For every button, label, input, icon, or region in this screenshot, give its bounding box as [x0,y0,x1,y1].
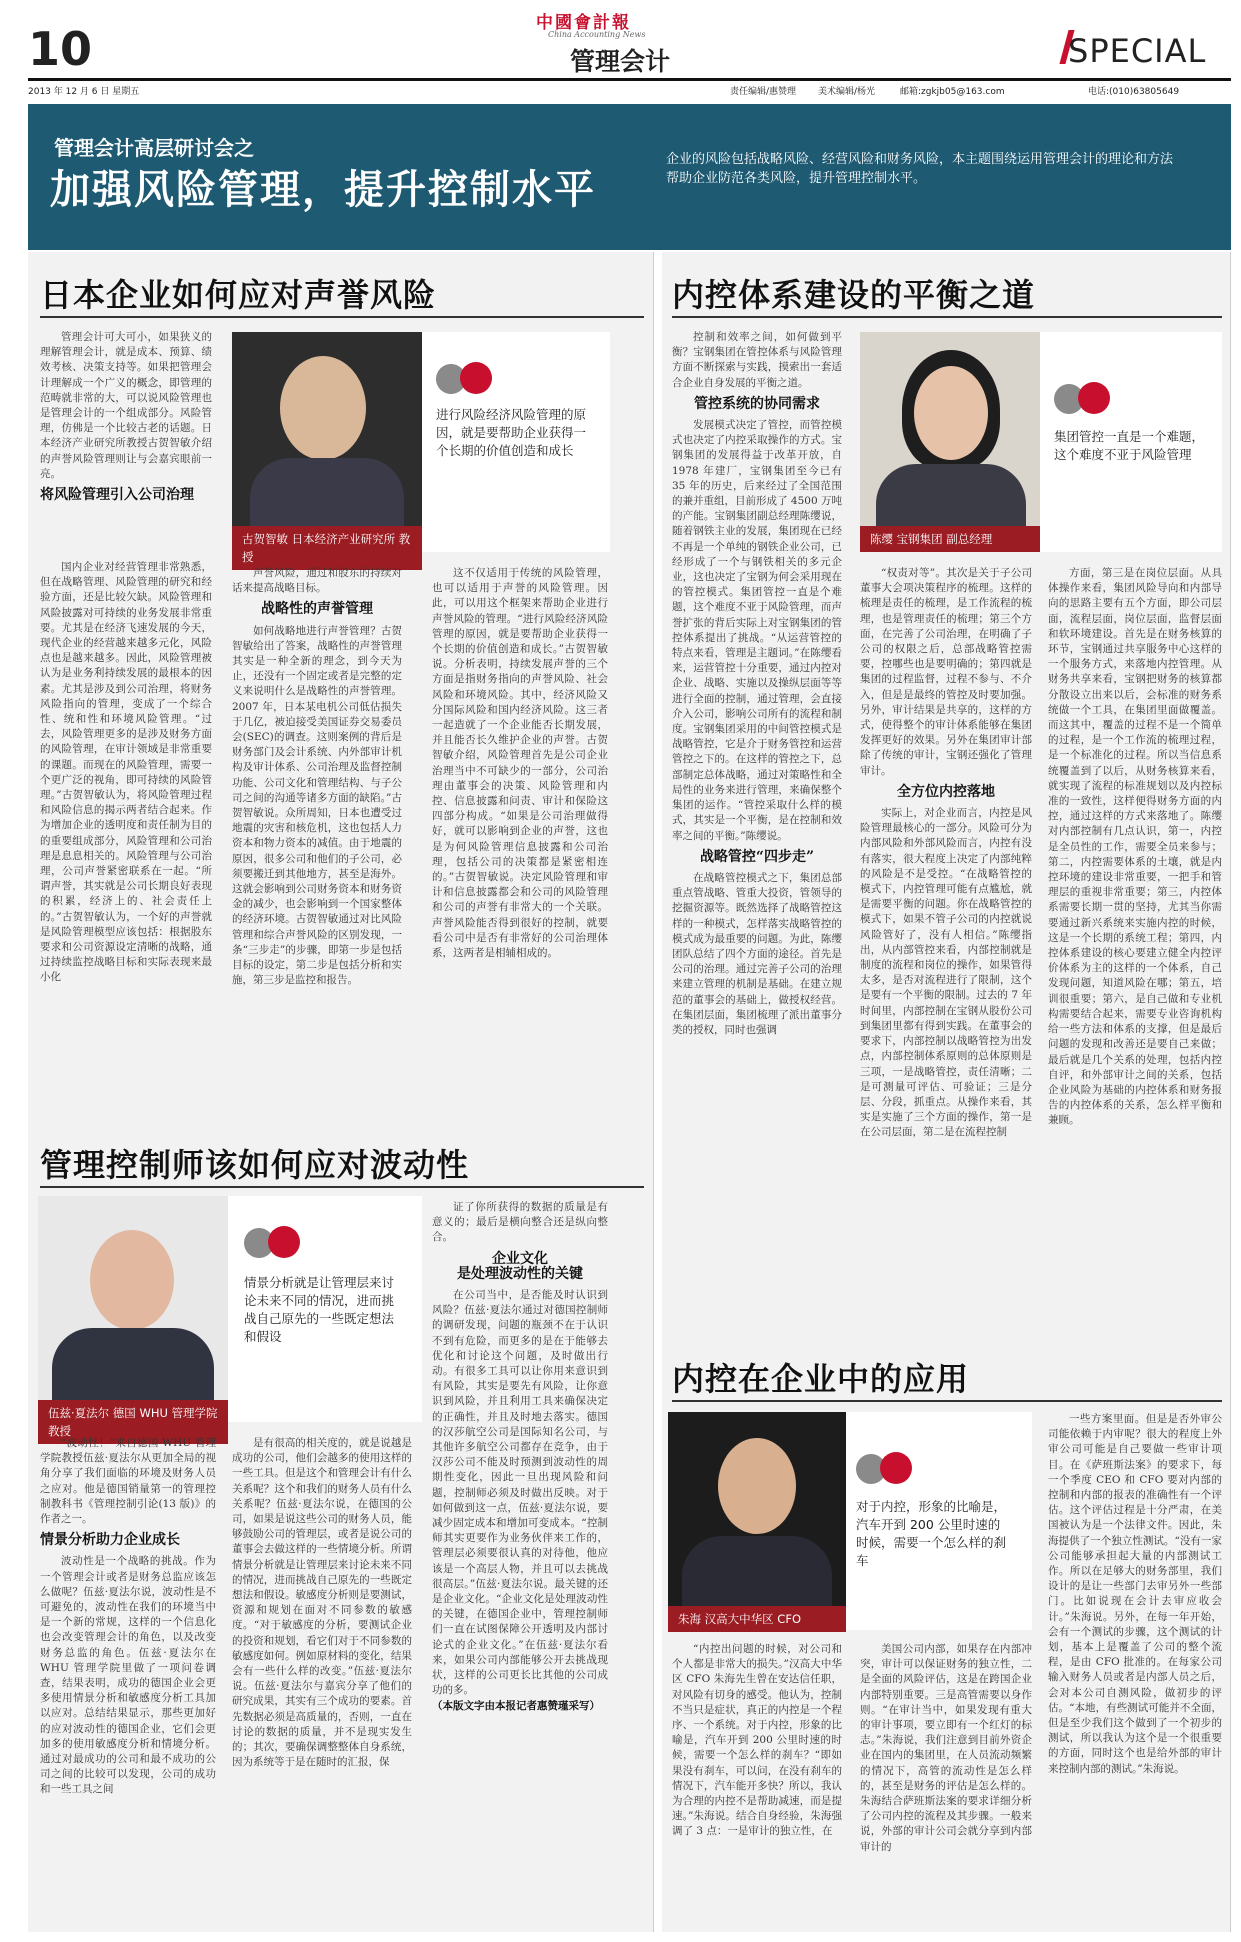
article4-col2 [860,1642,1032,1928]
article2-subhead2: 全方位内控落地 [897,783,995,800]
article3-col1 [40,1436,216,1926]
masthead-subtitle: China Accounting News [548,30,646,39]
portrait-face [718,1438,796,1534]
article2-quote-box [1040,332,1222,552]
dots-icon [244,1226,304,1260]
article3-col1-body: 波动性是一个战略的挑战。作为一个管理会计或者是财务总监应该怎么做呢？伍兹·夏法尔说，波动性是不可避免的，波动性在我们的环境当中是一个新的常规，这样的一个信息化也会改变管理会计的角色，以及改变财务总监的角色。伍兹·夏法尔在 WHU 管理学院里做了一项问卷调查，结果表明，成功的德国企业会更多使用情景分析和敏感度分析工具加以应对。总结结果显示，那些更加好的应对波动性的德国企业，它们会更加多的使用敏感度分析和情境分析。通过对最成功的公司和最不成功的公司之间的比较可以发现，公司的成功和一些工具之间 [40,1555,216,1796]
article4-col2-body: 美国公司内部，如果存在内部冲突，审计可以保证财务的独立性，二是全面的风险评估，这是在跨国企业内部特别重要。三是高管需要以身作则。“在审计当中，如果发现有重大的审计事项，要立即有一个红灯的标志。”朱海说，我们注意到目前外资企业在国内的集团里，在人员流动频繁的情况下，高管的流动性是怎么样的，甚至是财务的评估是怎么样的。朱海结合萨班斯法案的要求详细分析了公司内控的流程及其步骤。一般来说，外部的审计公司会就分享到内部审计的 [860,1643,1032,1853]
article3-col2-body: 是有很高的相关度的，就是说越是成功的公司，他们会越多的使用这样的一些工具。但是这个和管理会计有什么关系呢？这个和我们的财务人员有什么关系呢？伍兹·夏法尔说，在德国的公司，如果是说这些公司的财务人员，能够鼓励公司的管理层，或者是说公司的董事会去做这样的一些情境分析。所谓情景分析就是让管理层来讨论未来不同的情况，进而挑战自己原先的一些既定想法和假设。敏感度分析则是要测试，资源和规划在面对不同参数的敏感度。“对于敏感度的分析，要测试企业的投资和规划，看它们对于不同参数的敏感度如何。例如原材料的变化，结果会有一些什么样的改变。”伍兹·夏法尔说。伍兹·夏法尔与嘉宾分享了他们的研究成果，其实有三个成功的要素。首先数据必须是高质量的，否则，一直在讨论的数据的质量，并不是现实发生的；其次，要确保调整整体自身系统，因为系统等于是在随时的汇报，保 [232,1437,412,1769]
article1-caption: 古贺智敏 日本经济产业研究所 教授 [232,526,422,570]
article1-title: 日本企业如何应对声誉风险 [40,276,437,314]
portrait-face [90,1230,174,1330]
article1-col2 [232,566,402,1060]
article2-title: 内控体系建设的平衡之道 [672,276,1036,314]
masthead-logo: 中國會計報 [536,13,631,33]
article2-col3-body: 方面，第三是在岗位层面。从具体操作来看，集团风险导向和内部导向的思路主要有五个方面，即公司层面，流程层面，岗位层面，监督层面和软环境建设。首先是在财务核算的环节，宝钢通过共享服务中心这样的一个服务方式，来落地内控管理。从财务共享来看，宝钢把财务的核算都分散设立出来以后，会标准的财务系统做一个工具，在集团里面做覆盖。而这其中，覆盖的过程不是一个简单的过程，是一个工作流的梳理过程，是一个标准化的过程。所以当信息系统覆盖到了以后，从财务核算来看，就实现了流程的标准规划以及内控标准的一致性，这样便得财务方面的内控，通过这样的方式来落地了。陈缨对内部控制有几点认识，第一，内控是全员性的工作，需要全员来参与；第二，内控需要体系的土壤，就是内控环境的建设非常重要，一把手和管理层的重视非常重要；第三，内控体系需要长期一贯的坚持，尤其当你需要通过新兴系统来实施内控的时候，这是一个长期的系统工程；第四，内控体系建设的核心要建立健全内控评价体系为主的这样的一个体系，自己发现问题，知道风险在哪；第五，培训很重要；第六，是自己做和专业机构需要结合起来，需要专业咨询机构给一些方法和体系的支撑，但是最后问题的发现和改善还是要自己来做；最后就是几个关系的处理，包括内控自评，和外部审计之间的关系，包括企业风险为基础的内控体系和财务报告的内控体系的关系，怎么样平衡和兼顾。 [1048,567,1222,1127]
article1-subhead1: 将风险管理引入公司治理 [40,487,194,504]
article1-col2-lede: 声誉风险，通过和股东的持续对话来提高战略目标。 [232,567,402,595]
article1-quote: 进行风险经济风险管理的原因，就是要帮助企业获得一个长期的价值创造和成长 [436,407,587,458]
article3-photo [38,1196,228,1412]
article2-caption: 陈缨 宝钢集团 副总经理 [860,526,1040,552]
dots-icon [856,1452,916,1486]
article1-col1-body: 国内企业对经营管理非常熟悉，但在战略管理、风险管理的研究和经验方面，还是比较欠缺。风险管理和风险披露对可持续的业务发展非常重要。尤其是在经济飞速发展的今天，现代企业的经营越来越多元化，风险点也是越来越多。因此，风险管理被认为是业务利持续发展的最根本的因素。尤其是涉及到公司治理，将财务风险指向的管理，变成了一个综合性、统和性和环境风险管理。“过去，风险管理更多的是涉及财务方面的风险管理，在审计领域是非常重要的课题。而现在的风险管理，需要一个更广泛的视角，即可持续的风险管理。”古贺智敏认为，将风险管理过程和风险信息的揭示两者结合起来。作为增加企业的透明度和责任制为目的的重要组成部分，风险管理和公司治理是息息相关的。风险管理与公司治理，公司声誉紧密联系在一起。“所谓声誉，其实就是公司长期良好表现的积累，经济上的、社会责任上的。”古贺智敏认为，一个好的声誉就是风险管理模型应该包括：根据股东要求和公司资源设定清晰的战略，通过持续监控战略目标和实际表现来最小化 [40,561,212,984]
section-title: 管理会计 [570,47,671,76]
article1-subhead2: 战略性的声誉管理 [261,601,373,618]
article3-subhead1: 情景分析助力企业成长 [40,1532,180,1549]
article4-rule [672,1400,1222,1402]
article2-lede: 控制和效率之间，如何做到平衡？宝钢集团在管控体系与风险管理方面不断探索与实践，摸索出一套适合企业自身发展的平衡之道。 [672,331,842,389]
editor-credit: 责任编辑/惠赞理 [730,87,797,97]
article4-col3 [1048,1412,1222,1928]
email-info: 邮箱:zgkjb05@163.com [900,87,1005,97]
portrait-face [914,366,988,460]
article1-col3-body: 这不仅适用于传统的风险管理，也可以适用于声誉的风险管理。因此，可以用这个框架来帮助企业进行声誉风险的管理。“进行风险经济风险管理的原因，就是要帮助企业获得一个长期的价值创造和成长。”古贺智敏说。分析表明，持续发展声誉的三个方面是指财务指向的声誉风险、社会风险和环境风险。其中，经济风险又分国际风险和国内经济风险。这三者一起造就了一个企业能否长期发展，并且能否长久维护企业的声誉。古贺智敏介绍，风险管理首先是公司企业治理当中不可缺少的一部分，公司治理由董事会的决策、风险管理和内控、信息披露和问责、审计和保险这四部分构成。“如果是公司治理做得好，就可以影响到企业的声誉，这也是为何风险管理信息披露和公司治理，包括公司的决策都是紧密相连的。”古贺智敏说。决定风险管理和审计和信息披露都会和公司的风险管理和公司的声誉有非常大的一个关联。声誉风险能否得到很好的控制，就要看公司中是否有非常好的公司治理体系，这两者是相辅相成的。 [432,567,608,960]
article3-quote: 情景分析就是让管理层来讨论未来不同的情况，进而挑战自己原先的一些既定想法和假设 [244,1275,395,1344]
article2-subhead3: 战略管控“四步走” [699,848,815,865]
article3-rule [40,1186,644,1188]
info-bar [28,82,1231,100]
article3-caption: 伍兹·夏法尔 德国 WHU 管理学院 教授 [38,1400,228,1444]
article1-col3 [432,566,608,1060]
article4-caption: 朱海 汉高大中华区 CFO [668,1606,846,1632]
article3-quote-box [228,1196,422,1422]
article4-title: 内控在企业中的应用 [672,1360,970,1398]
article2-col2-lede: “权责对等”。其次是关于子公司董事大会项决策程序的梳理。这样的梳理是责任的梳理，是工作流程的梳理，也是管理责任的梳理；第三个方面，在完善了公司治理，在明确了子公司的权限之后，总部战略管控需要，控哪些也是要明确的；第四就是集团的过程监督，过程不参与、不介入，但是是最终的管控及时要加强。另外，审计结果是共享的，这样的方式，使得整个的审计体系能够在集团发挥更好的效果。另外在集团审计部除了传统的审计，宝钢还强化了管理审计。 [860,567,1032,777]
banner-title: 加强风险管理，提升控制水平 [50,166,596,213]
article1-photo [232,332,422,550]
issue-date: 2013 年 12 月 6 日 星期五 [28,87,140,97]
article1-col2-body: 如何战略地进行声誉管理？古贺智敏给出了答案，战略性的声誉管理其实是一种全新的理念，到今天为止，还没有一个固定或者是完整的定义来说明什么是战略性的声誉管理。2007 年，日本某电机公司低估损失于几亿，被迫接受美国证券交易委员会(SEC)的调查。这则案例的背后是财务部门及会计系统、内外部审计机构及审计体系、公司治理及监督控制功能、公司文化和管理结构、与子公司之间的沟通等诸多方面的缺陷。”古贺智敏说。众所周知，日本也遭受过地震的灾害和核危机，这也包括人力资本和物力资本的减值。由于地震的原因，很多公司和他们的子公司，必须要搬迁到其他地方，甚至是海外。这就会影响到公司财务资本和财务资金的减少，也会影响到一个国家整体的经济环境。古贺智敏通过对比风险管理和综合声誉风险的区别发现，一条“三步走”的步骤，即第一步是包括目标的设定，第二步是包括分析和实施，第三步是监控和报告。 [232,624,402,987]
article2-col1-body: 发展模式决定了管控，而管控模式也决定了内控采取操作的方式。宝钢集团的发展得益于改革开放，自 1978 年建厂，宝钢集团至今已有 35 年的历史，后来经过了全国范围的兼并重组，目前形成了 4500 万吨的产能。宝钢集团副总经理陈缨说，随着钢铁主业的发展，集团现在已经不再是一个单纯的钢铁企业公司，已经形成了一个与钢铁相关的多元企业，这也决定了宝钢为何会采用现在的管控模式。集团管控一直是个难题，这个难度不亚于风险管理，而声誉扩张的背后实际上对宝钢集团的管控体系提出了挑战。“从运营管控的特点来看，管理是主题词。”在陈缨看来，运营管控十分重要，通过内控对企业、战略、实施以及操纵层面等等进行全面的控制，通过管理，会直接介入公司，影响公司所有的流程和制度。宝钢集团采用的中间管控模式是战略管控，它是介于财务管控和运营管控之下的。在这样的管控之下，总部制定总体战略，通过对策略性和全局性的业务来进行管理，来确保整个集团的运作。“管控采取什么样的模式，其实是一个平衡，是在控制和效率之间的平衡。”陈缨说。 [672,419,842,842]
dots-icon [1054,382,1114,416]
article4-col1-body: “内控出问题的时候，对公司和个人都是非常大的损失。”汉高大中华区 CFO 朱海先生曾在安达信任职，对风险有切身的感受。他认为，控制不当只是症状，真正的内控是一个程序、一个系统。对于内控，形象的比喻是，汽车开到 200 公里时速的时候，需要一个怎么样的刹车？“即如果没有刹车，可以问，在没有刹车的情况下，汽车能开多快？所以，我认为合理的内控不是帮助减速，而是提速。”朱海说。结合自身经验，朱海强调了 3 点：一是审计的独立性，在 [672,1643,842,1838]
article1-col1 [40,330,212,580]
art-credit: 美术编辑/杨光 [818,87,876,97]
article4-col3-body: 一些方案里面。但是是否外审公司能依赖于内审呢？很大的程度上外审公司可能是自己要做一些审计项目。在《萨班斯法案》的要求下，每一个季度 CEO 和 CFO 要对内部的控制和内部的报表的准确性有一个评估。这个评估过程是十分严肃，在美国被认为是一个法律文件。因此，朱海提供了一个独立性测试。“没有一家公司能够承担起大量的内部测试工作。所以在足够大的财务部里，我们设计的是让一些部门去审另外一些部门。比如说现在会计去审应收会计。”朱海说。另外，在每一年开始，会有一个测试的步骤，这个测试的计划，基本上是覆盖了公司的整个流程，是由 CFO 批准的。在每家公司输入财务人员或者是内部人员之后，会对本公司自测风险，做初步的评估。“本地，有些测试可能并不全面，但是至少我们这个做到了一个初步的测试，所以我认为这个是一个很重要的方面，同时这个也是给外部的审计来控制内部的测试。”朱海说。 [1048,1413,1222,1775]
article3-col2 [232,1436,412,1926]
article3-col3-lede: 证了你所获得的数据的质量是有意义的；最后是横向整合还是纵向整合。 [432,1201,608,1244]
banner-intro: 企业的风险包括战略风险、经营风险和财务风险，本主题围绕运用管理会计的理论和方法帮助企业防范各类风险，提升管理控制水平。 [666,152,1174,186]
article1-rule [40,316,644,318]
article4-quote: 对于内控，形象的比喻是，汽车开到 200 公里时速的时候，需要一个怎么样的刹车 [856,1499,1007,1568]
article1-col1b [40,560,212,1060]
article4-col1 [672,1642,842,1928]
article2-col2 [860,566,1032,1340]
article3-footnote: （本版文字由本报记者惠赞瑾采写） [432,1699,600,1712]
article2-col1 [672,330,842,1340]
article3-col3 [432,1200,608,1926]
article1-lede: 管理会计可大可小，如果狭义的理解管理会计，就是成本、预算、绩效考核、决策支持等。如果把管理会计理解成一个广义的概念，即管理的范畴就非常的大，可以说风险管理也是管理会计的一个组成部分。风险管理，仿佛是一个比较古老的话题。日本经济产业研究所教授古贺智敏介绍的声誉风险管理则让与会嘉宾眼前一亮。 [40,331,212,480]
article3-col3-body: 在公司当中，是否能及时认识到风险？伍兹·夏法尔通过对德国控制师的调研发现，问题的瓶颈不在于认识不到有危险，而更多的是在于能够去优化和讨论这个问题，及时做出行动。有很多工具可以让你用来意识到有风险，其实是要先有风险，让你意识到风险，并且利用工具来确保决定的正确性，并且及时地去落实。德国的汉莎航空公司是国际知名公司，与其他许多航空公司都存在竞争，由于汉莎公司不能及时预测到波动性的周期性变化，因此一旦出现风险和问题，控制师必须及时做出反映。对于如何做到这一点，伍兹·夏法尔说，要减少固定成本和增加可变成本。“控制师其实更要作为业务伙伴来工作的，管理层必须要很认真的对待他，他应该是一个高层人物，并且可以去挑战很高层。”伍兹·夏法尔说。最关键的还是企业文化。“企业文化是处理波动性的关键，在德国企业中，管理控制师们一直在试图保障公开透明及内部讨论式的企业文化。”在伍兹·夏法尔看来，如果公司内部能够公开去挑战现状，这样的公司更长比其他的公司成功的多。 [432,1289,608,1697]
article4-photo [668,1412,846,1630]
article3-subhead2: 企业文化 是处理波动性的关键 [457,1250,583,1282]
phone-info: 电话:(010)63805649 [1088,87,1180,97]
article1-quote-box [422,332,610,552]
banner-kicker: 管理会计高层研讨会之 [54,136,254,160]
article3-lede: “波动性！”来自德国 WHU 管理学院教授伍兹·夏法尔从更加全局的视角分享了我们面临的环境及财务人员之应对。他是德国销量第一的管理控制教科书《管理控制引论(13 版)》的作者之一。 [40,1437,216,1526]
article4-quote-box [846,1412,1032,1630]
special-label: SPECIAL [1068,32,1207,70]
article2-col1-body2: 在战略管控模式之下，集团总部重点管战略、管重大投资，管领导的挖掘资源等。既然选择了战略管控这样的一种模式，怎样落实战略管控的模式成为最重要的问题。为此，陈缨团队总结了四个方面的途径。首先是公司的治理。通过完善子公司的治理来建立管理的机制是基础。在建立规范的董事会的基础上，做授权经营。在集团层面，集团梳理了派出董事分类的授权，同时也强调 [672,871,842,1036]
dots-icon [436,362,496,396]
article2-subhead1: 管控系统的协同需求 [694,395,820,412]
article2-photo [860,332,1040,550]
article2-quote: 集团管控一直是一个难题，这个难度不亚于风险管理 [1054,429,1205,462]
page-number: 10 [28,22,93,76]
article2-rule [672,316,1222,318]
top-rule [28,78,1231,81]
article2-col3 [1048,566,1222,1340]
article2-col2-body: 实际上，对企业而言，内控是风险管理最核心的一部分。风险可分为内部风险和外部风险而言，内控有没有落实，很大程度上决定了内部纯粹的风险是不是受控。“在战略管控的模式下，内控管理可能有点尴尬，就是需要平衡的问题。你在战略管控的模式下，如果不管子公司的内控就说风险管好了，没有人相信。”陈缨指出，从内部管控来看，内部控制就是制度的流程和岗位的操作，如果管得太多，是否对流程进行了限制，这个是要有一个平衡的限制。过去的 7 年时间里，内部控制在宝钢从股份公司到集团里都有得到实践。在董事会的要求下，内部控制以战略管控为出发点，内部控制体系原则的总体原则是三项，一是战略管控，责任清晰；二是可测量可评估、可验证；三是分层、分段，抓重点。从操作来看，其实是实施了三个方面的操作，第一是在公司层面，第二是在流程控制 [860,807,1032,1139]
portrait-face [280,356,366,460]
article3-title: 管理控制师该如何应对波动性 [40,1146,470,1184]
